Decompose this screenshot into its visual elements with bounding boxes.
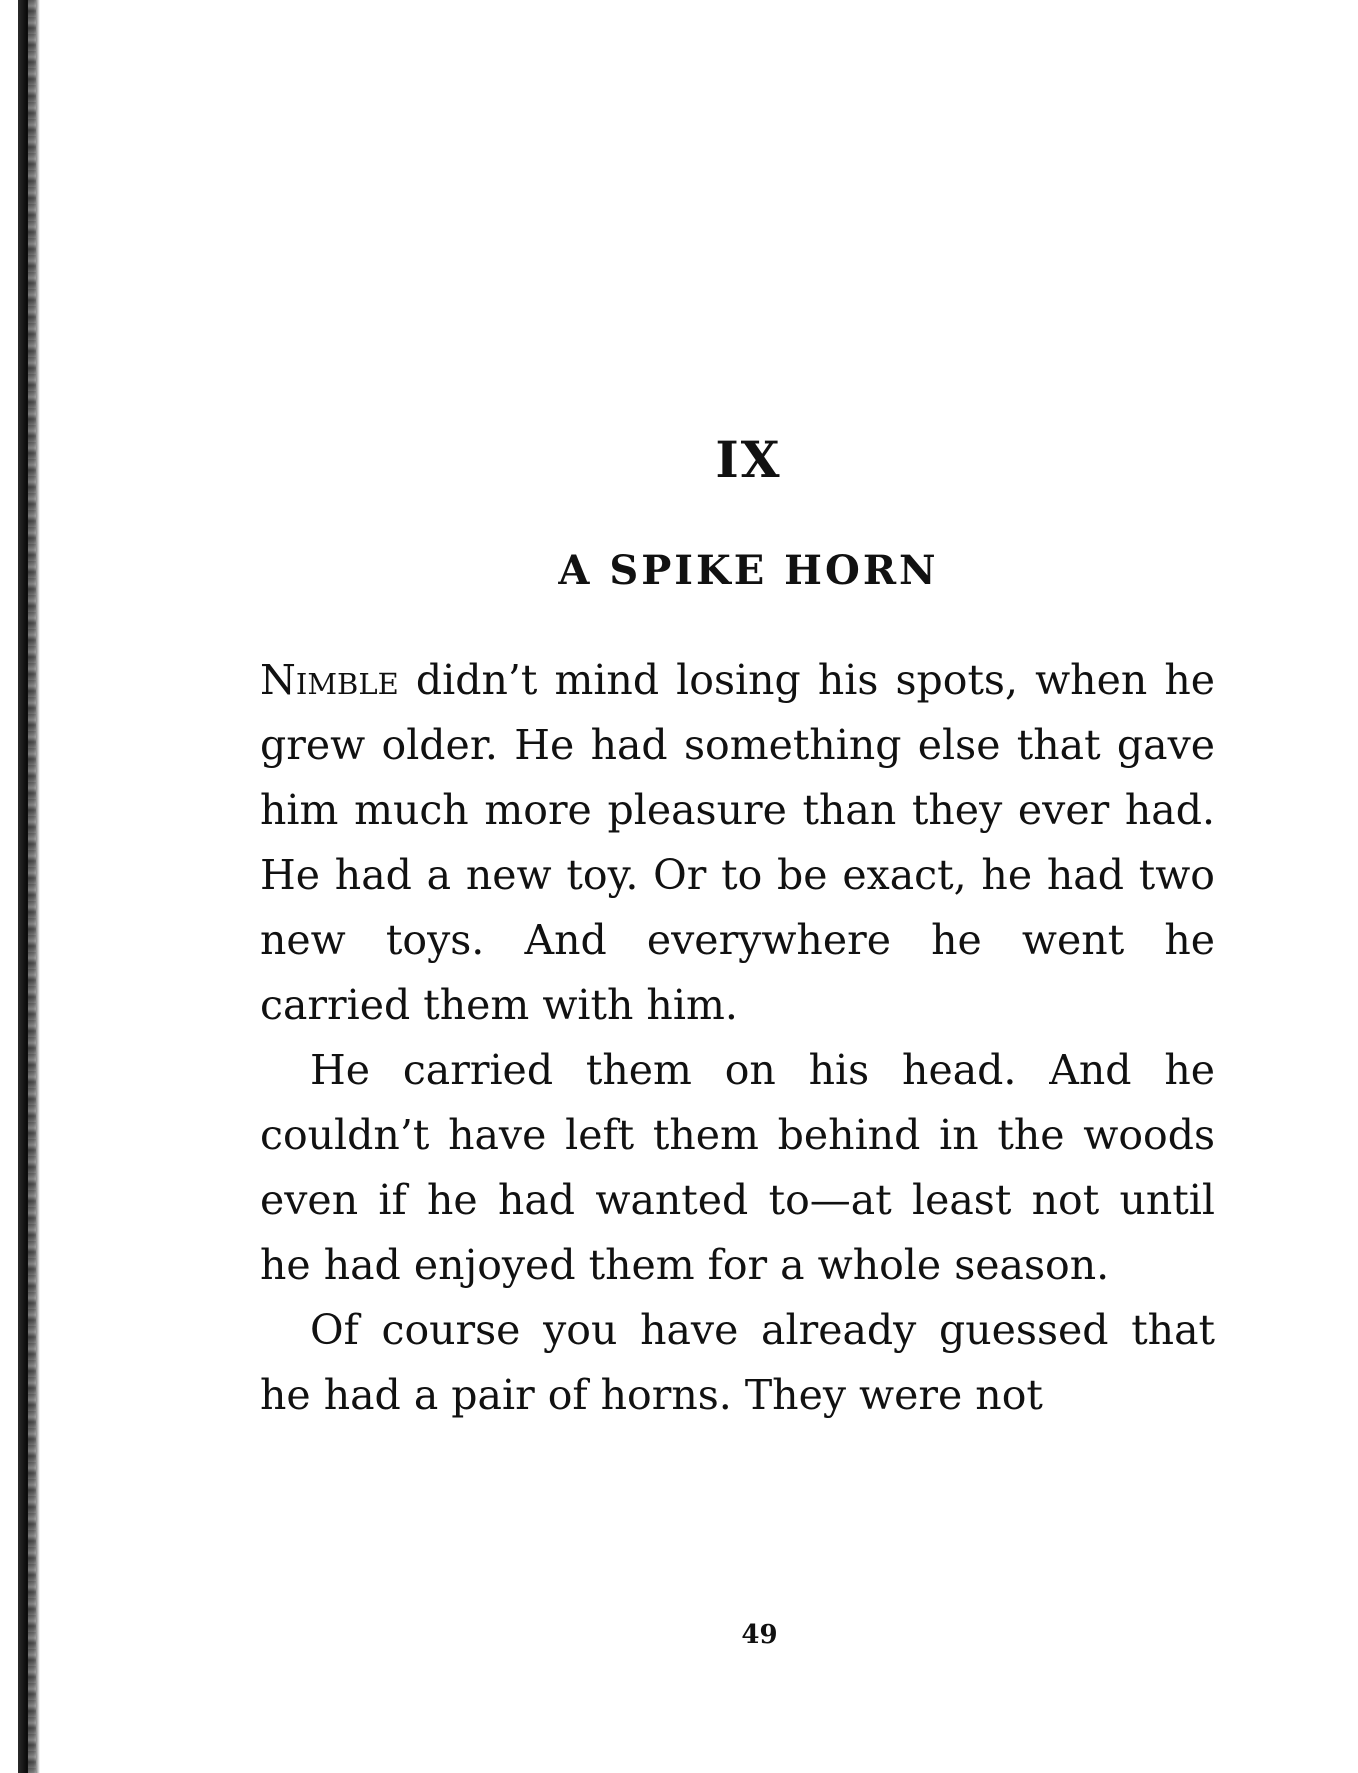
paragraph-1-lead-word: Nimble <box>260 656 399 704</box>
page-number: 49 <box>741 1620 778 1650</box>
paragraph-1 <box>260 648 1215 1038</box>
chapter-number: IX <box>715 430 782 489</box>
paragraph-1-text: didn’t mind losing his spots, when he grew older. He had something else that gave him much more pleasure than they ever had. He had a new toy. Or to be exact, he had two new toys. And everywhere he went he carried them with him. <box>260 656 1215 1029</box>
book-page <box>260 430 1215 1428</box>
chapter-title: A SPIKE HORN <box>558 547 939 594</box>
paragraph-3: Of course you have already guessed that he had a pair of horns. They were not <box>260 1306 1215 1419</box>
book-binding-edge <box>18 0 40 1773</box>
binding-texture <box>28 0 36 1773</box>
paragraph-2: He carried them on his head. And he couldn’t have left them behind in the woods even if he had wanted to—at least not until he had enjoyed them for a whole season. <box>260 1046 1215 1289</box>
